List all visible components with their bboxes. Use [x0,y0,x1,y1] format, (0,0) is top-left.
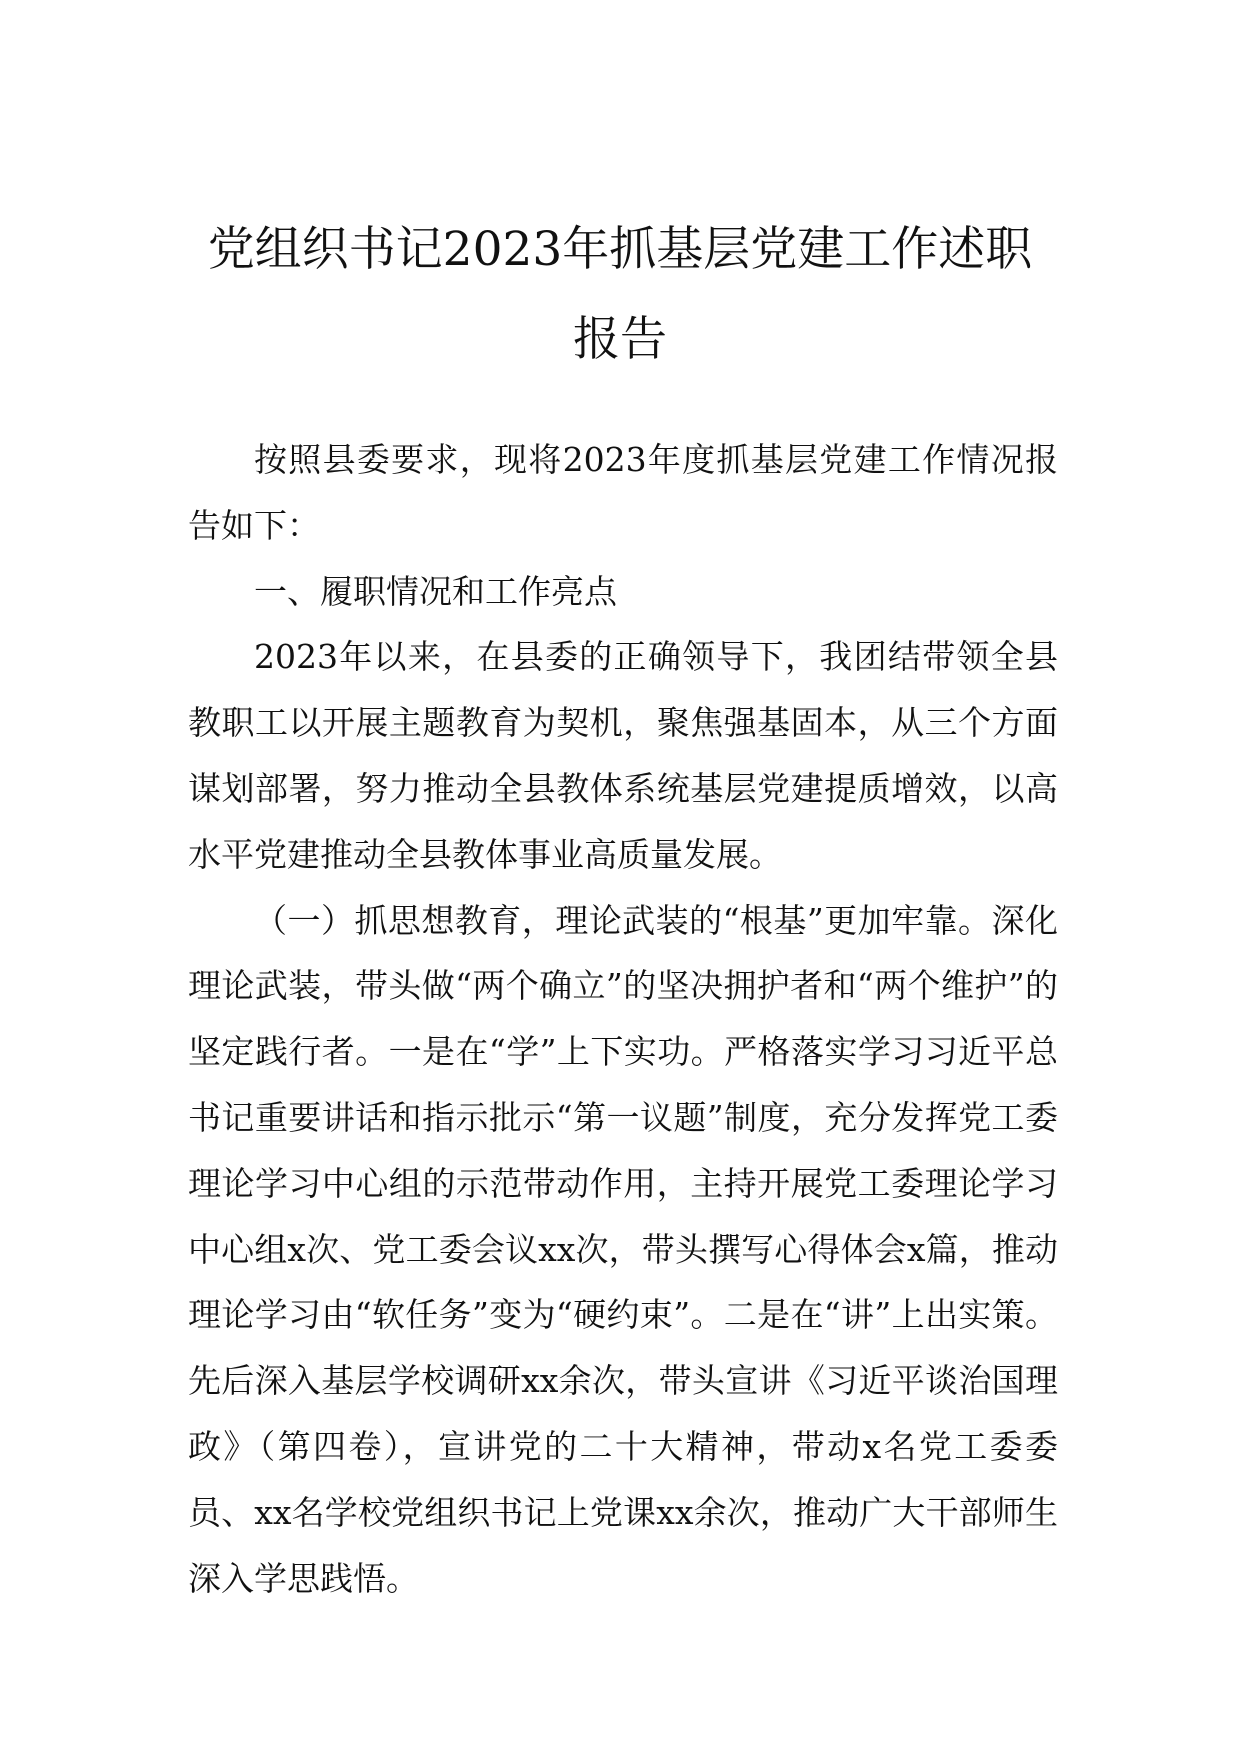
document-body [188,427,1058,1611]
intro-paragraph: 按照县委要求，现将2023年度抓基层党建工作情况报告如下： [188,440,1058,545]
section-heading: 一、履职情况和工作亮点 [254,571,617,611]
subsection-paragraph: （一）抓思想教育，理论武装的“根基”更加牢靠。深化理论武装，带头做“两个确立”的坚决拥护者和“两个维护”的坚定践行者。一是在“学”上下实功。严格落实学习习近平总书记重要讲话和指示批示“第一议题”制度，充分发挥党工委理论学习中心组的示范带动作用，主持开展党工委理论学习中心组x次、党工委会议xx次，带头撰写心得体会x篇，推动理论学习由“软任务”变为“硬约束”。二是在“讲”上出实策。先后深入基层学校调研xx余次，带头宣讲《习近平谈治国理政》（第四卷），宣讲党的二十大精神，带动x名党工委委员、xx名学校党组织书记上党课xx余次，推动广大干部师生深入学思践悟。 [188,900,1058,1598]
overview-paragraph: 2023年以来，在县委的正确领导下，我团结带领全县教职工以开展主题教育为契机，聚焦强基固本，从三个方面谋划部署，努力推动全县教体系统基层党建提质增效，以高水平党建推动全县教体事业高质量发展。 [188,637,1058,874]
document-title: 党组织书记2023年抓基层党建工作述职报告 [207,222,1033,367]
